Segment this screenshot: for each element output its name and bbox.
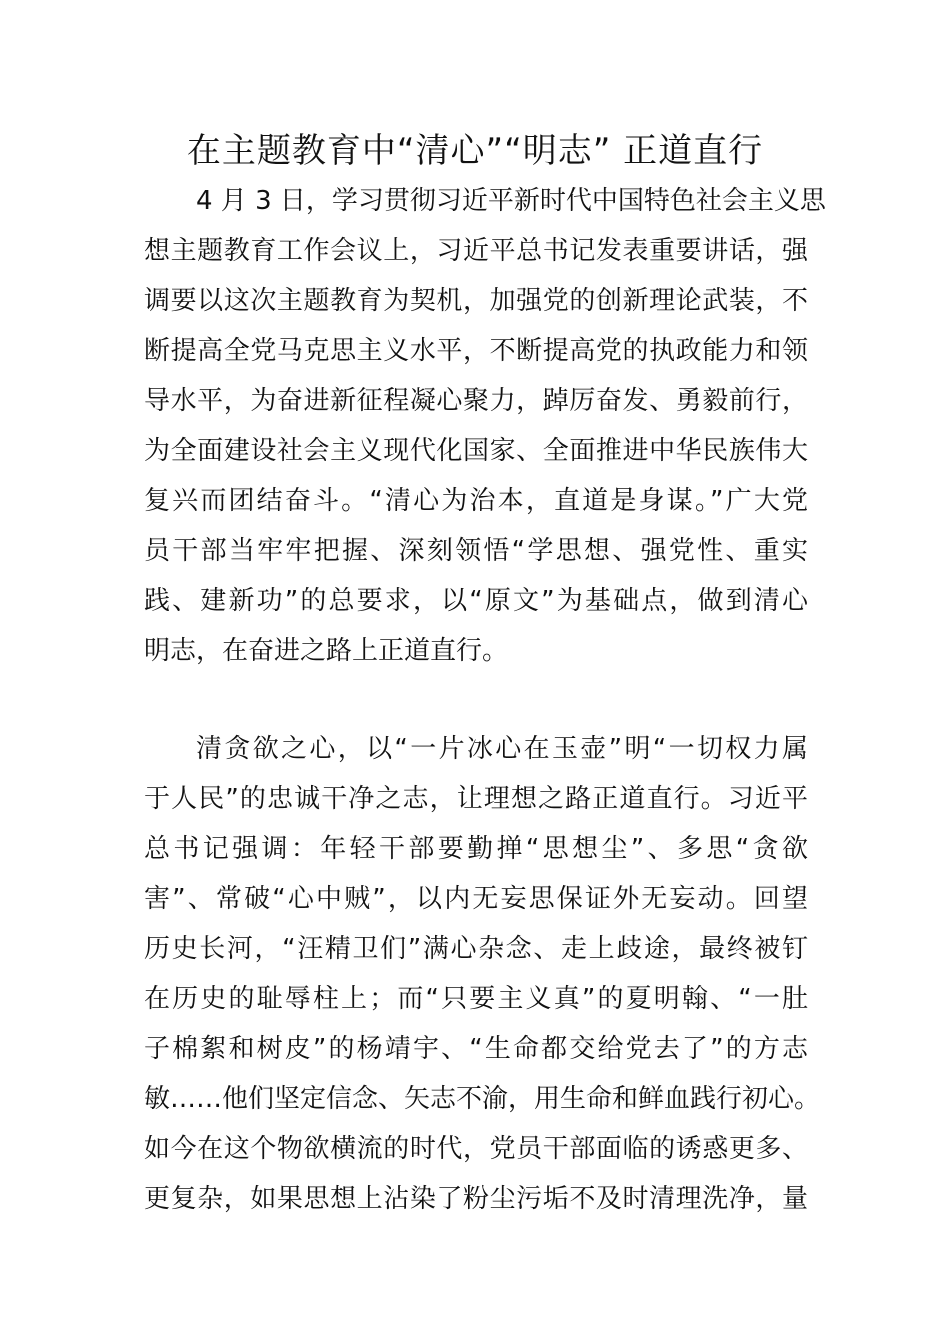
paragraph-line: 导水平，为奋进新征程凝心聚力，踔厉奋发、勇毅前行，	[144, 386, 808, 416]
paragraph-line: 历史长河，“汪精卫们”满心杂念、走上歧途，最终被钉	[144, 934, 808, 964]
paragraph-line: 如今在这个物欲横流的时代，党员干部面临的诱惑更多、	[144, 1134, 808, 1164]
paragraph-line: 在历史的耻辱柱上；而“只要主义真”的夏明翰、“一肚	[144, 984, 808, 1014]
paragraph-line: 调要以这次主题教育为契机，加强党的创新理论武装，不	[144, 286, 808, 316]
paragraph-line: 清贪欲之心，以“一片冰心在玉壶”明“一切权力属	[196, 734, 808, 764]
paragraph-line: 践、建新功”的总要求，以“原文”为基础点，做到清心	[144, 586, 808, 616]
paragraph-line: 害”、常破“心中贼”，以内无妄思保证外无妄动。回望	[144, 884, 808, 914]
paragraph-line: 员干部当牢牢把握、深刻领悟“学思想、强党性、重实	[144, 536, 808, 566]
paragraph-line: 明志，在奋进之路上正道直行。	[144, 636, 509, 666]
paragraph-line: 断提高全党马克思主义水平，不断提高党的执政能力和领	[144, 336, 808, 366]
paragraph-2	[144, 724, 821, 1224]
paragraph-1	[144, 176, 826, 676]
paragraph-line: 想主题教育工作会议上，习近平总书记发表重要讲话，强	[144, 236, 808, 266]
paragraph-line: 于人民”的忠诚干净之志，让理想之路正道直行。习近平	[144, 784, 808, 814]
paragraph-line: 敏……他们坚定信念、矢志不渝，用生命和鲜血践行初心。	[144, 1084, 821, 1114]
paragraph-line: 为全面建设社会主义现代化国家、全面推进中华民族伟大	[144, 436, 808, 466]
paragraph-line: 更复杂，如果思想上沾染了粉尘污垢不及时清理洗净，量	[144, 1184, 808, 1214]
paragraph-line: 4 月 3 日，学习贯彻习近平新时代中国特色社会主义思	[196, 186, 826, 216]
paragraph-line: 总书记强调：年轻干部要勤掸“思想尘”、多思“贪欲	[144, 834, 808, 864]
paragraph-line: 复兴而团结奋斗。“清心为治本，直道是身谋。”广大党	[144, 486, 808, 516]
paragraph-line: 子棉絮和树皮”的杨靖宇、“生命都交给党去了”的方志	[144, 1034, 808, 1064]
document-title: 在主题教育中“清心”“明志” 正道直行	[186, 131, 764, 171]
